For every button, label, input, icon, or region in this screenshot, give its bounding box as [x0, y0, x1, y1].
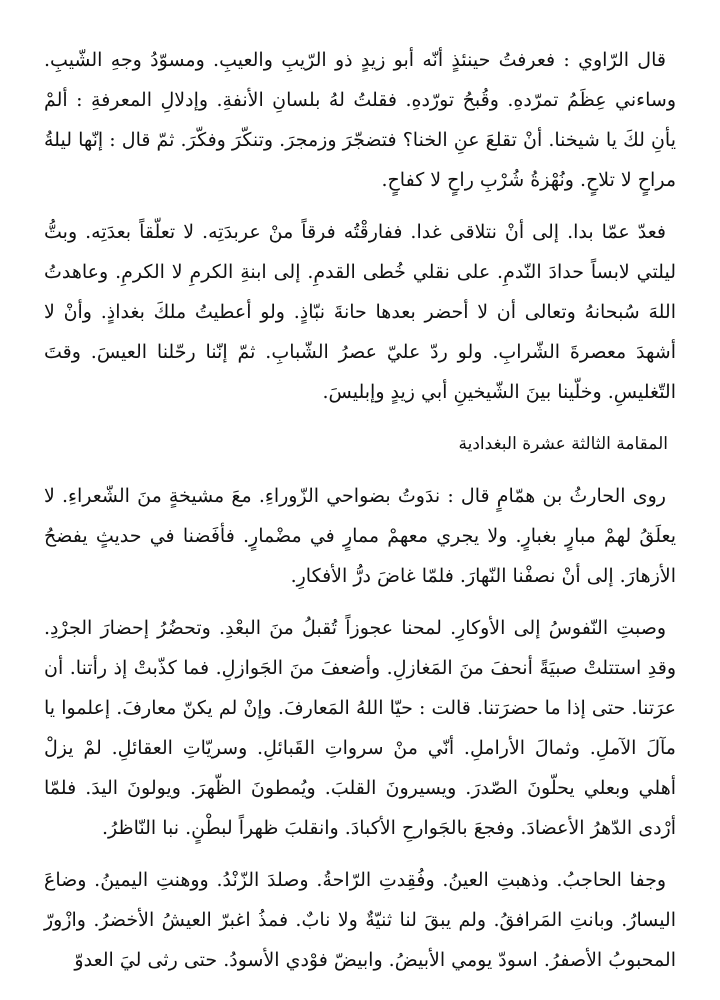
section-title: المقامة الثالثة عشرة البغدادية — [458, 434, 668, 454]
paragraph-3: روى الحارثُ بن همّامٍ قال : ندَوتُ بضواحي الزّوراءِ. معَ مشيخةٍ منَ الشّعراءِ. لا يعلَقُ لهمْ مبارٍ بغبارٍ. ولا يجري معهمْ ممارٍ في مضْمارٍ. فأفَضنا في حديثٍ يفضحُ الأزهارَ. إلى أنْ نصفْنا النّهارَ. فلمّا غاضَ درُّ الأفكارِ. — [44, 485, 676, 587]
paragraph-5: وجفا الحاجبُ. وذهبتِ العينُ. وفُقِدتِ الرّاحةُ. وصلدَ الزّنْدُ. ووهنتِ اليمينُ. وضاعَ اليسارُ. وبانتِ المَرافقُ. ولم يبقَ لنا ثنيّةٌ ولا نابٌ. فمذُ اغبرّ العيشُ الأخضرُ. وازْورّ المحبوبُ الأصفرُ. اسودّ يومي الأبيضُ. وابيضّ فوْدي الأسودُ. حتى رثى ليَ العدوّ — [44, 869, 676, 971]
paragraph-2: فعدّ عمّا بدا. إلى أنْ نتلاقى غدا. ففارقْتُه فرقاً منْ عربدَتِه. لا تعلّقاً بعدَتِه. وبتُّ ليلتي لابساً حدادَ النّدمِ. على نقلي خُطى القدمِ. إلى ابنةِ الكرمِ لا الكرمِ. وعاهدتُ اللهَ سُبحانهُ وتعالى أن لا أحضر بعدها حانةَ نبّاذٍ. ولو أعطيتُ ملكَ بغداذٍ. وأنْ لا أشهدَ معصرةَ الشّرابِ. ولو ردّ عليّ عصرُ الشّبابِ. ثمّ إنّنا رحّلنا العيسَ. وقتَ التّغليسِ. وخلّينا بينَ الشّيخينِ أبي زيدٍ وإبليسَ. — [44, 221, 676, 403]
paragraph-1: قال الرّاوي : فعرفتُ حينئذٍ أنّه أبو زيدٍ ذو الرّيبِ والعيبِ. ومسوّدُ وجهِ الشّيبِ. وساءني عِظَمُ تمرّدهِ. وقُبحُ تورّدهِ. فقلتُ لهُ بلسانِ الأنفةِ. وإدلالِ المعرفةِ : ألمْ يأنِ لكَ يا شيخنا. أنْ تقلعَ عنِ الخنا؟ فتضجّرَ وزمجرَ. وتنكّرَ وفكّرَ. ثمّ قال : إنّها ليلةُ مراحٍ لا تلاحٍ. ونُهْزةُ شُرْبِ راحٍ لا كفاحٍ. — [44, 49, 676, 191]
paragraph-4: وصبتِ النّفوسُ إلى الأوكارِ. لمحنا عجوزاً تُقبلُ منَ البعْدِ. وتحضُرُ إحضارَ الجرْدِ. وقدِ استتلتْ صبيَةً أنحفَ منَ المَغازلِ. وأضعفَ منَ الجَوازلِ. فما كذّبتْ إذ رأتنا. أن عرَتنا. حتى إذا ما حضرَتنا. قالت : حيّا اللهُ المَعارفَ. وإنْ لم يكنّ معارفَ. إعلموا يا مآلَ الآملِ. وثمالَ الأراملِ. أنّي منْ سرواتِ القَبائلِ. وسريّاتِ العقائلِ. لمْ يزلْ أهلي وبعلي يحلّونَ الصّدرَ. ويسيرونَ القلبَ. ويُمطونَ الظّهرَ. ويولونَ اليدَ. فلمّا أرْدى الدّهرُ الأعضادَ. وفجعَ بالجَوارحِ الأكبادَ. وانقلبَ ظهراً لبطْنٍ. نبا النّاظرُ. — [44, 617, 676, 839]
document-page — [44, 40, 676, 992]
